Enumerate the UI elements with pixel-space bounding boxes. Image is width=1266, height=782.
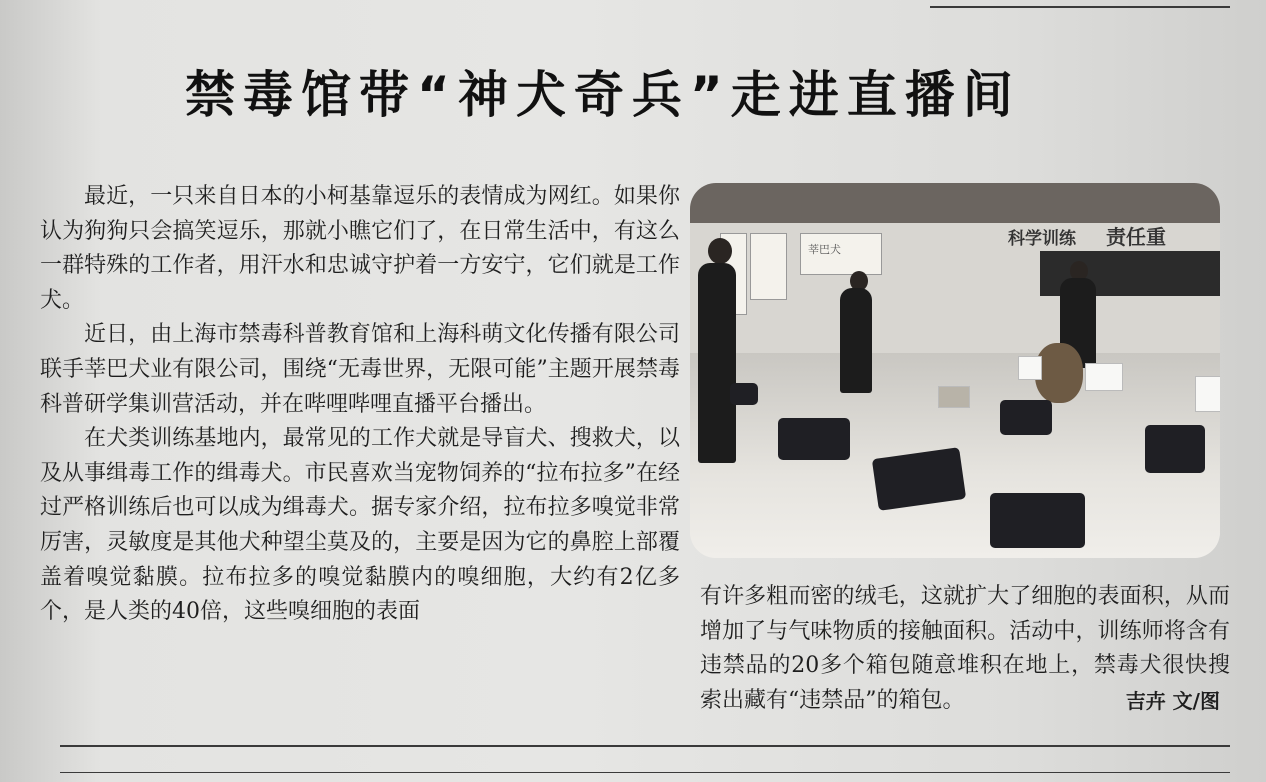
photo-suitcase — [730, 383, 758, 405]
photo-suitcase — [778, 418, 850, 460]
photo-banner — [1008, 221, 1166, 250]
byline: 吉卉 文/图 — [1125, 688, 1220, 713]
photo-banner-right: 责任重 — [1106, 225, 1166, 249]
photo-brand-sign: 莘巴犬 — [808, 243, 841, 256]
article-photo — [690, 183, 1220, 558]
photo-suitcase — [1000, 400, 1052, 435]
paragraph-4: 有许多粗而密的绒毛，这就扩大了细胞的表面积，从而增加了与气味物质的接触面积。活动中，训练师将含有违禁品的20多个箱包随意堆积在地上，禁毒犬很快搜索出藏有“违禁品”的箱包。 — [700, 584, 1230, 713]
paragraph-2: 近日，由上海市禁毒科普教育馆和上海科萌文化传播有限公司联手莘巴犬业有限公司，围绕“无毒世界，无限可能”主题开展禁毒科普研学集训营活动，并在哔哩哔哩直播平台播出。 — [40, 322, 680, 417]
bottom-rule-thin — [60, 772, 1230, 773]
photo-trainer-head — [708, 238, 732, 264]
photo-box — [1195, 376, 1220, 412]
photo-detection-dog — [1035, 343, 1083, 403]
photo-wall-poster — [750, 233, 787, 300]
article-column-left — [40, 180, 680, 630]
photo-box — [938, 386, 970, 408]
photo-box — [1018, 356, 1042, 380]
photo-suitcase — [990, 493, 1085, 548]
paragraph-3: 在犬类训练基地内，最常见的工作犬就是导盲犬、搜救犬，以及从事缉毒工作的缉毒犬。市民喜欢当宠物饲养的“拉布拉多”在经过严格训练后也可以成为缉毒犬。据专家介绍，拉布拉多嗅觉非常厉害，灵敏度是其他犬种望尘莫及的，主要是因为它的鼻腔上部覆盖着嗅觉黏膜。拉布拉多的嗅觉黏膜内的嗅细胞，大约有2亿多个，是人类的40倍，这些嗅细胞的表面 — [40, 426, 680, 625]
photo-person — [840, 288, 872, 393]
photo-ceiling — [690, 183, 1220, 223]
top-rule — [930, 6, 1230, 8]
article-column-right — [700, 580, 1230, 718]
paragraph-1: 最近，一只来自日本的小柯基靠逗乐的表情成为网红。如果你认为狗狗只会搞笑逗乐，那就小瞧它们了，在日常生活中，有这么一群特殊的工作者，用汗水和忠诚守护着一方安宁，它们就是工作犬。 — [40, 184, 680, 313]
photo-box — [1085, 363, 1123, 391]
photo-suitcase — [1145, 425, 1205, 473]
bottom-rule — [60, 745, 1230, 747]
photo-banner-left: 科学训练 — [1008, 229, 1076, 249]
photo-trainer — [698, 263, 736, 463]
article-headline: 禁毒馆带“神犬奇兵”走进直播间 — [185, 66, 1021, 124]
